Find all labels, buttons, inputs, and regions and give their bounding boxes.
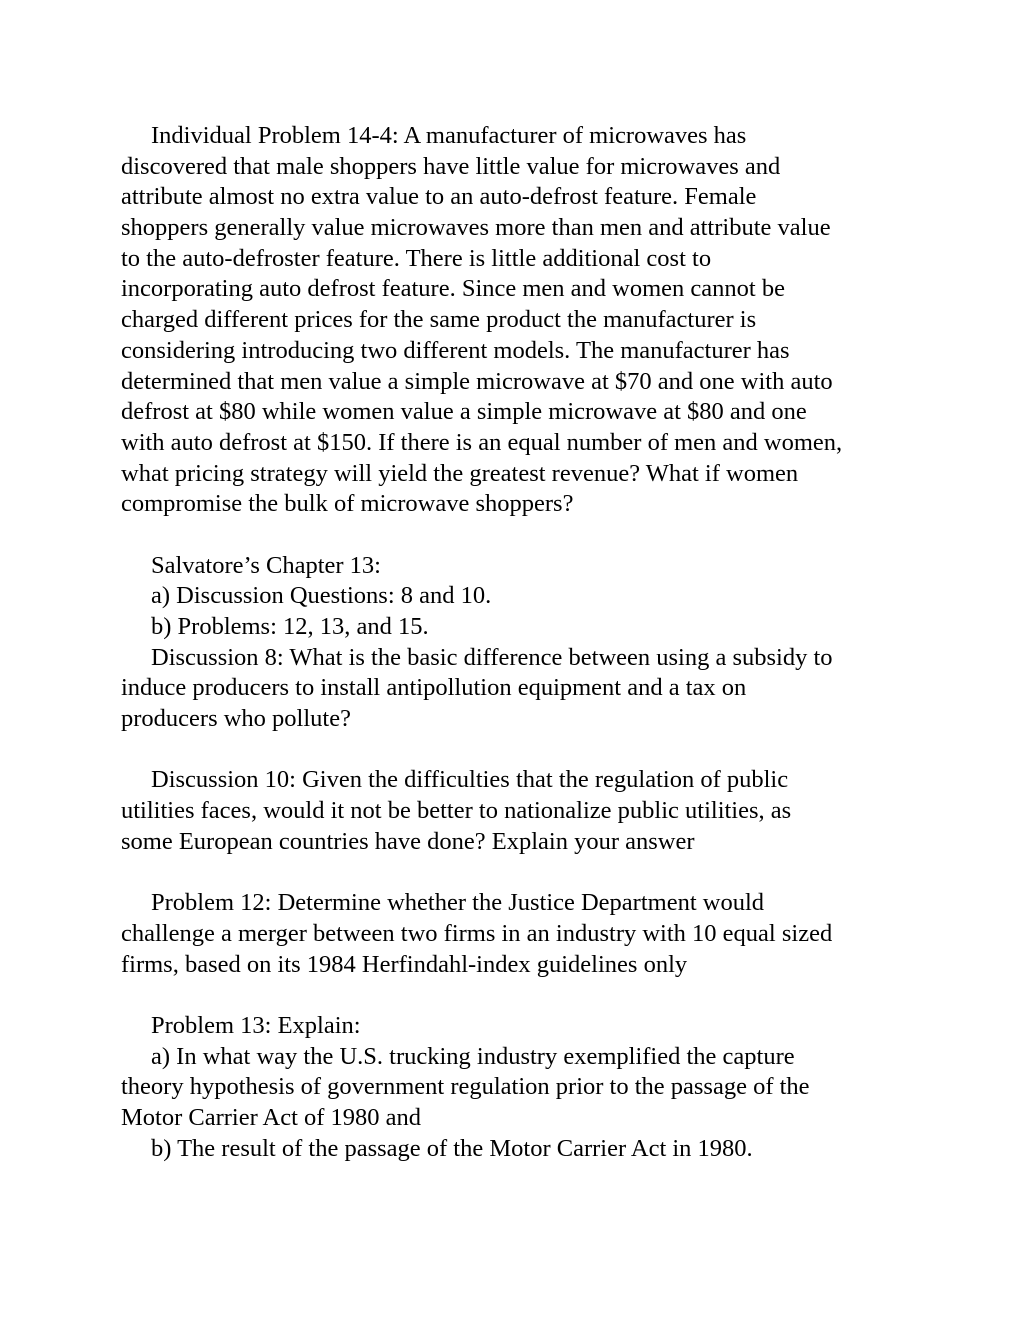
document-page [121, 121, 921, 1164]
text-line: incorporating auto defrost feature. Since men and women cannot be [121, 275, 785, 303]
text-line: firms, based on its 1984 Herfindahl-index guidelines only [121, 950, 688, 978]
paragraph-spacer [121, 980, 921, 1011]
text-line: what pricing strategy will yield the greatest revenue? What if women [121, 459, 799, 487]
text-line: b) The result of the passage of the Motor Carrier Act in 1980. [151, 1134, 753, 1162]
chapter-assignment [121, 551, 921, 643]
text-line: discovered that male shoppers have little value for microwaves and [121, 152, 781, 180]
text-line: to the auto-defroster feature. There is little additional cost to [121, 244, 712, 272]
text-line: producers who pollute? [121, 705, 351, 733]
text-line: some European countries have done? Explain your answer [121, 827, 695, 855]
text-line: Discussion 8: What is the basic difference between using a subsidy to [151, 643, 833, 671]
text-line: compromise the bulk of microwave shoppers? [121, 490, 574, 518]
discussion-10-paragraph [121, 765, 921, 857]
problem-13-paragraph [121, 1011, 921, 1164]
text-line: Problem 12: Determine whether the Justice Department would [151, 889, 765, 917]
text-line: Individual Problem 14-4: A manufacturer of microwaves has [151, 122, 747, 149]
text-line: attribute almost no extra value to an auto-defrost feature. Female [121, 183, 757, 211]
text-line: considering introducing two different models. The manufacturer has [121, 336, 790, 364]
chapter-heading: Salvatore’s Chapter 13: [151, 551, 381, 579]
paragraph-spacer [121, 520, 921, 551]
assignment-item-a: a) Discussion Questions: 8 and 10. [151, 582, 492, 610]
problem-14-4-paragraph [121, 121, 921, 520]
text-line: defrost at $80 while women value a simple microwave at $80 and one [121, 398, 807, 426]
text-line: with auto defrost at $150. If there is an equal number of men and women, [121, 428, 843, 456]
text-line: shoppers generally value microwaves more than men and attribute value [121, 214, 831, 242]
text-line: a) In what way the U.S. trucking industry exemplified the capture [151, 1042, 795, 1070]
text-line: utilities faces, would it not be better to nationalize public utilities, as [121, 797, 792, 825]
problem-13-heading: Problem 13: Explain: [151, 1011, 361, 1039]
text-line: Motor Carrier Act of 1980 and [121, 1104, 422, 1131]
text-line: charged different prices for the same product the manufacturer is [121, 306, 757, 334]
paragraph-spacer [121, 858, 921, 889]
text-line: challenge a merger between two firms in an industry with 10 equal sized [121, 919, 833, 947]
text-line: theory hypothesis of government regulation prior to the passage of the [121, 1073, 810, 1101]
problem-12-paragraph [121, 888, 921, 980]
paragraph-spacer [121, 735, 921, 766]
discussion-8-paragraph [121, 643, 921, 735]
text-line: determined that men value a simple microwave at $70 and one with auto [121, 367, 833, 395]
text-line: induce producers to install antipollution equipment and a tax on [121, 674, 747, 702]
text-line: Discussion 10: Given the difficulties that the regulation of public [151, 766, 789, 794]
assignment-item-b: b) Problems: 12, 13, and 15. [151, 613, 429, 640]
